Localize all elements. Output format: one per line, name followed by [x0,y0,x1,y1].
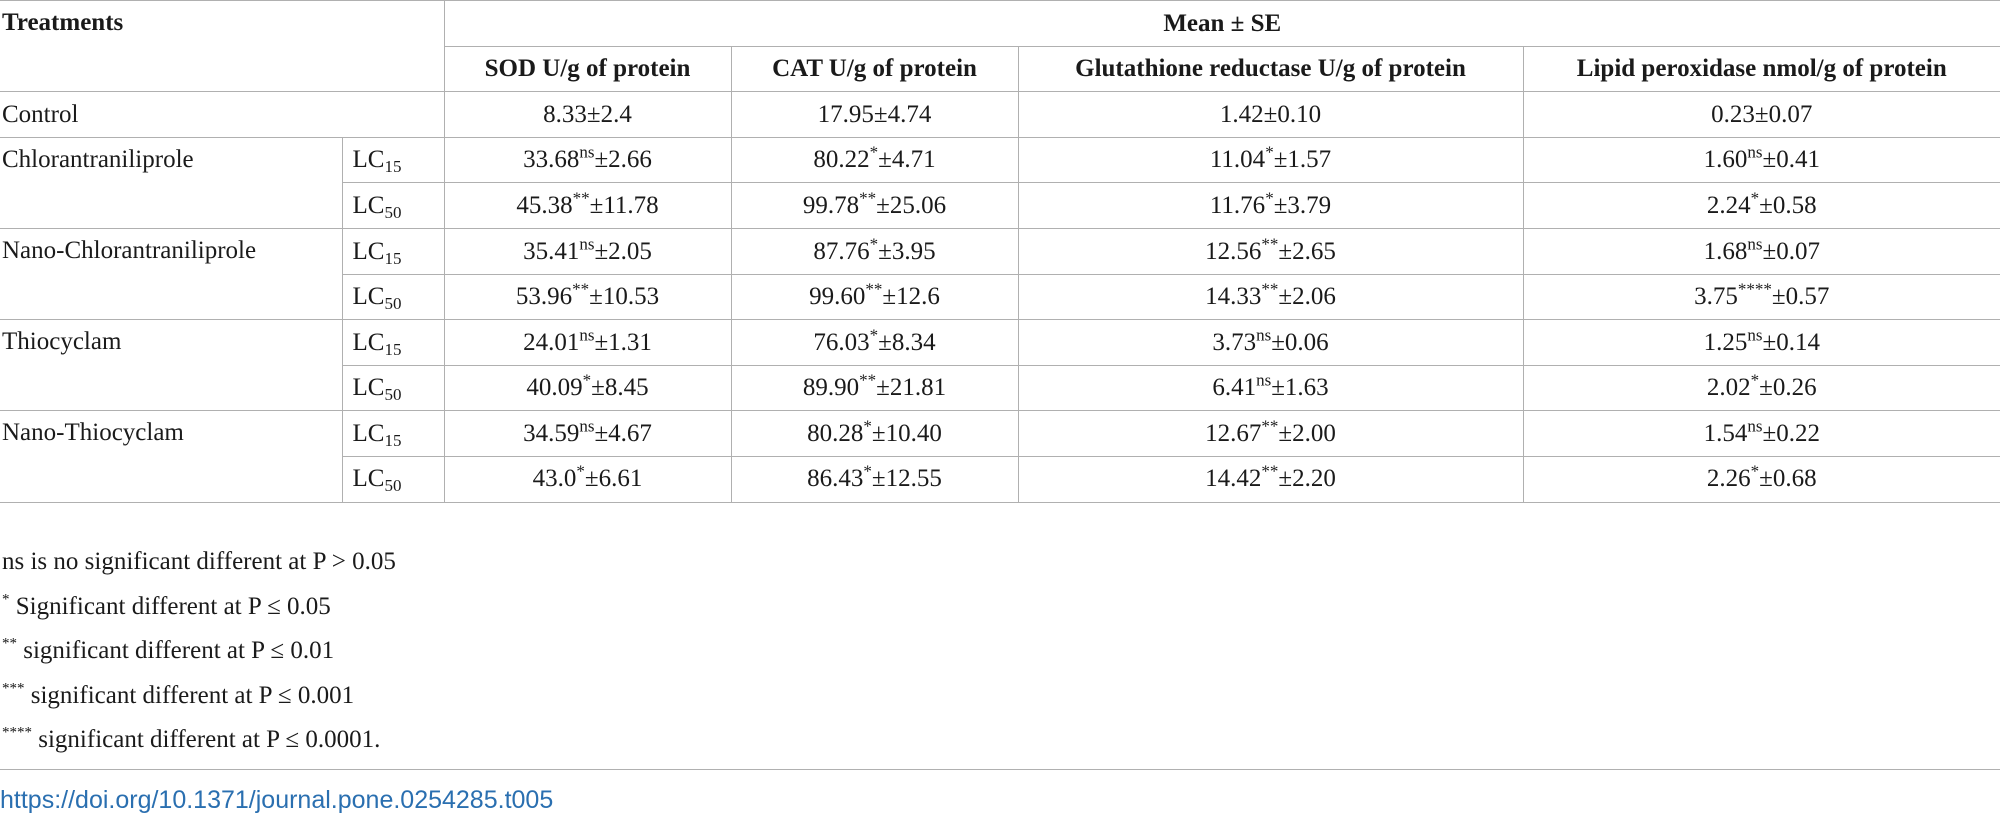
significance-marker: ** [572,188,590,208]
cell-value: 11.76 [1209,191,1266,219]
significance-marker: ** [1261,416,1279,436]
concentration-label [342,183,444,229]
concentration-prefix: LC [352,419,385,447]
footnote-marker: ** [2,635,17,652]
table-cell-cat [731,274,1018,320]
concentration-subscript: 15 [384,430,402,450]
cell-value: 0.23 [1711,100,1755,128]
cell-standard-error: ±10.53 [589,283,660,311]
significance-marker: ** [1261,462,1279,482]
cell-value: 2.24 [1706,191,1751,219]
concentration-subscript: 15 [384,248,402,268]
cell-value: 53.96 [515,283,573,311]
table-cell-sod [444,411,731,457]
cell-value: 1.68 [1703,237,1748,265]
cell-value: 3.75 [1694,283,1738,311]
cell-value: 34.59 [523,419,580,447]
cell-standard-error: ±2.06 [1278,283,1336,311]
table-cell-lipid-peroxidase [1523,365,2000,411]
cell-value: 3.73 [1212,328,1257,356]
cell-value: 40.09 [526,374,583,402]
table-cell-sod [444,92,731,138]
table-cell-cat [731,228,1018,274]
treatment-label: Nano-Thiocyclam [0,411,342,502]
doi-link[interactable]: https://doi.org/10.1371/journal.pone.0254285.t005 [0,786,554,814]
cell-standard-error: ±4.71 [878,146,936,174]
significance-marker: ** [1261,234,1279,254]
cell-standard-error: ±1.57 [1273,146,1332,174]
cell-value: 17.95 [817,100,874,128]
table-cell-lipid-peroxidase [1523,320,2000,366]
cell-standard-error: ±12.6 [882,283,940,311]
concentration-label [342,456,444,502]
cell-value: 99.78 [802,191,860,219]
table-cell-cat [731,183,1018,229]
significance-marker: * [1750,462,1760,482]
footnotes [2,540,396,763]
footnote-text: significant different at P ≤ 0.0001. [32,726,381,753]
table-cell-cat [731,411,1018,457]
table-row [0,411,2000,457]
concentration-subscript: 50 [384,476,402,496]
cell-standard-error: ±21.81 [876,374,947,402]
significance-marker: * [582,370,592,390]
table-cell-lipid-peroxidase [1523,456,2000,502]
table-cell-glutathione-reductase [1018,137,1523,183]
cell-value: 80.22 [813,146,870,174]
cell-value: 14.42 [1205,465,1262,493]
cell-standard-error: ±6.61 [584,465,643,493]
footnote-text: ns is no significant different at P > 0.05 [2,548,396,575]
significance-marker: ns [1747,234,1763,254]
concentration-prefix: LC [352,374,385,402]
table-cell-cat [731,365,1018,411]
column-header-glutathione-reductase: Glutathione reductase U/g of protein [1018,46,1523,92]
significance-marker: ns [1256,370,1272,390]
concentration-prefix: LC [352,283,385,311]
footnote [2,585,396,630]
concentration-label [342,228,444,274]
footnote [2,629,396,674]
column-header-cat: CAT U/g of protein [731,46,1018,92]
treatment-label: Nano-Chlorantraniliprole [0,228,342,319]
cell-standard-error: ±0.26 [1759,374,1817,402]
significance-marker: * [1265,142,1274,162]
table-cell-sod [444,365,731,411]
significance-marker: * [576,462,585,482]
mean-se-header: Mean ± SE [444,1,2000,47]
cell-standard-error: ±25.06 [876,191,947,219]
cell-standard-error: ±2.65 [1278,237,1336,265]
concentration-label [342,365,444,411]
significance-marker: * [869,325,879,345]
concentration-prefix: LC [352,328,385,356]
concentration-prefix: LC [352,146,385,174]
table-row [0,228,2000,274]
cell-standard-error: ±4.67 [594,419,652,447]
concentration-label [342,274,444,320]
cell-value: 14.33 [1205,283,1262,311]
cell-standard-error: ±12.55 [871,465,942,493]
significance-marker: ** [1261,279,1279,299]
cell-value: 86.43 [807,465,864,493]
cell-standard-error: ±8.45 [591,374,649,402]
concentration-label [342,320,444,366]
cell-standard-error: ±0.07 [1762,237,1820,265]
cell-value: 33.68 [523,146,580,174]
concentration-subscript: 50 [384,294,402,314]
cell-standard-error: ±0.41 [1762,146,1820,174]
table-body [0,92,2000,502]
table-cell-lipid-peroxidase [1523,183,2000,229]
footnote-marker: * [2,591,10,607]
concentration-prefix: LC [352,465,385,493]
cell-standard-error: ±0.22 [1762,419,1820,447]
cell-value: 2.02 [1706,374,1751,402]
concentration-label [342,137,444,183]
cell-standard-error: ±3.79 [1273,191,1332,219]
cell-standard-error: ±3.95 [878,237,936,265]
table-row [0,137,2000,183]
treatment-label: Chlorantraniliprole [0,137,342,228]
significance-marker: ns [579,416,595,436]
significance-marker: * [1265,188,1274,208]
table-cell-lipid-peroxidase [1523,274,2000,320]
table-cell-glutathione-reductase [1018,456,1523,502]
table-cell-sod [444,274,731,320]
significance-marker: ns [1747,142,1763,162]
cell-value: 1.42 [1219,100,1264,128]
cell-standard-error: ±2.05 [594,237,652,265]
cell-standard-error: ±4.74 [873,100,932,128]
cell-value: 11.04 [1209,146,1266,174]
concentration-label [342,411,444,457]
footnote-text: significant different at P ≤ 0.01 [17,637,335,664]
cell-value: 1.54 [1703,419,1748,447]
significance-marker: ns [579,234,595,254]
cell-standard-error: ±2.20 [1278,465,1336,493]
table-cell-sod [444,183,731,229]
significance-marker: * [863,462,872,482]
table-cell-lipid-peroxidase [1523,228,2000,274]
significance-marker: ** [859,188,877,208]
significance-marker: * [863,416,872,436]
cell-value: 1.25 [1703,328,1748,356]
cell-value: 87.76 [813,237,870,265]
cell-value: 1.60 [1703,146,1748,174]
table-row [0,320,2000,366]
concentration-subscript: 15 [384,157,402,177]
cell-standard-error: ±11.78 [589,191,659,219]
concentration-prefix: LC [352,237,385,265]
table-cell-sod [444,228,731,274]
cell-standard-error: ±1.31 [594,328,652,356]
column-header-sod: SOD U/g of protein [444,46,731,92]
footnote-text: significant different at P ≤ 0.001 [24,681,355,709]
table-cell-cat [731,92,1018,138]
cell-standard-error: ±8.34 [878,328,936,356]
table-cell-lipid-peroxidase [1523,411,2000,457]
footnote-marker: *** [2,680,25,696]
footnote [2,718,396,763]
table-cell-lipid-peroxidase [1523,92,2000,138]
significance-marker: **** [1737,279,1772,299]
significance-marker: ** [865,279,883,299]
table-cell-sod [444,320,731,366]
cell-standard-error: ±0.10 [1263,100,1322,128]
column-header-lipid-peroxidase: Lipid peroxidase nmol/g of protein [1523,46,2000,92]
cell-standard-error: ±10.40 [871,419,942,447]
significance-marker: * [869,234,879,254]
cell-value: 76.03 [813,328,870,356]
cell-value: 89.90 [802,374,860,402]
footnote-text: Significant different at P ≤ 0.05 [9,592,331,620]
table-cell-glutathione-reductase [1018,228,1523,274]
footnote [2,540,396,585]
concentration-subscript: 50 [384,203,402,223]
significance-marker: ** [859,370,877,390]
cell-value: 99.60 [809,283,866,311]
cell-standard-error: ±0.57 [1771,283,1830,311]
cell-value: 80.28 [807,419,864,447]
significance-marker: ns [1747,325,1763,345]
cell-standard-error: ±0.14 [1762,328,1820,356]
cell-standard-error: ±2.4 [586,100,632,128]
significance-marker: * [1750,370,1760,390]
table-cell-glutathione-reductase [1018,274,1523,320]
significance-marker: ns [579,325,595,345]
cell-value: 24.01 [523,328,580,356]
table-cell-cat [731,137,1018,183]
table-cell-glutathione-reductase [1018,365,1523,411]
cell-standard-error: ±0.58 [1759,191,1817,219]
cell-standard-error: ±0.06 [1271,328,1329,356]
cell-value: 12.56 [1205,237,1262,265]
cell-standard-error: ±2.00 [1278,419,1336,447]
table-cell-cat [731,320,1018,366]
treatment-label: Control [0,92,444,138]
table-cell-glutathione-reductase [1018,320,1523,366]
significance-marker: ns [579,142,595,162]
cell-value: 45.38 [516,191,573,219]
cell-value: 35.41 [523,237,580,265]
table-cell-cat [731,456,1018,502]
significance-marker: * [869,142,879,162]
header-row-1 [0,1,2000,47]
cell-standard-error: ±1.63 [1271,374,1329,402]
table-cell-sod [444,456,731,502]
cell-standard-error: ±0.68 [1759,465,1817,493]
significance-marker: ns [1747,416,1763,436]
concentration-subscript: 15 [384,339,402,359]
concentration-prefix: LC [352,191,385,219]
table-cell-glutathione-reductase [1018,411,1523,457]
table-cell-glutathione-reductase [1018,92,1523,138]
cell-value: 6.41 [1212,374,1257,402]
table-cell-sod [444,137,731,183]
significance-marker: ** [572,279,590,299]
bottom-divider [0,769,2000,770]
footnote-marker: **** [2,724,32,741]
table-cell-glutathione-reductase [1018,183,1523,229]
treatment-label: Thiocyclam [0,320,342,411]
cell-value: 8.33 [543,100,587,128]
treatments-header: Treatments [0,1,444,92]
cell-standard-error: ±2.66 [594,146,652,174]
concentration-subscript: 50 [384,385,402,405]
cell-value: 12.67 [1205,419,1262,447]
table-row-control [0,92,2000,138]
cell-standard-error: ±0.07 [1754,100,1813,128]
table-cell-lipid-peroxidase [1523,137,2000,183]
significance-marker: ns [1256,325,1272,345]
cell-value: 2.26 [1706,465,1751,493]
cell-value: 43.0 [532,465,577,493]
significance-marker: * [1750,188,1760,208]
footnote [2,674,396,719]
